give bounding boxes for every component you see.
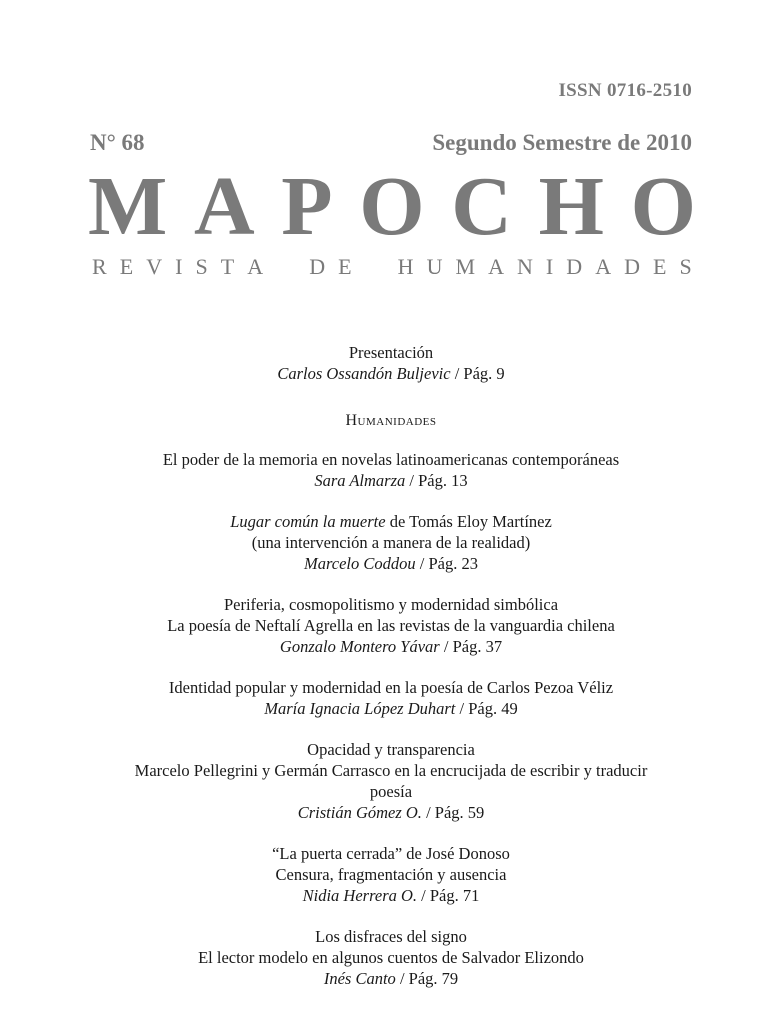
subtitle-letter: A [488,254,504,279]
toc-entry-page: / Pág. 13 [405,471,468,490]
toc-entry-author: Marcelo Coddou [303,554,416,573]
toc-entry-author: Nidia Herrera O. [302,886,418,905]
toc-entry-byline [0,636,768,657]
toc-entry-title: Opacidad y transparencia [307,740,475,759]
section-heading [0,410,768,431]
subtitle-letter: E [653,254,667,279]
toc-entry-author: María Ignacia López Duhart [264,699,456,718]
toc-entry-author: Sara Almarza [314,471,406,490]
toc-entry-author: Cristián Gómez O. [297,803,422,822]
subtitle-letter: S [195,254,208,279]
masthead-subtitle [92,256,692,278]
toc-entry-title: (una intervención a manera de la realidad) [251,533,531,552]
toc-entry-title: “La puerta cerrada” de José Donoso [272,844,510,863]
toc-entry-title: El lector modelo en algunos cuentos de Salvador Elizondo [198,948,584,967]
toc-entry [0,594,768,657]
subtitle-letter: V [146,254,163,279]
toc-entry-author: Gonzalo Montero Yávar [279,637,440,656]
subtitle-letter: U [426,254,443,279]
subtitle-letter: N [517,254,533,279]
toc-entry-byline [0,470,768,491]
toc-entry [0,739,768,823]
subtitle-letter: A [595,254,612,279]
toc-entry-byline [0,698,768,719]
toc-entry-title-rest: de Tomás Eloy Martínez [385,512,552,531]
subtitle-letter: I [175,254,183,279]
masthead-letter: O [630,160,696,253]
toc-entry-title: poesía [369,782,413,801]
subtitle-letter: D [624,254,641,279]
masthead-title [88,160,696,253]
toc-entry-page: / Pág. 37 [439,637,503,656]
table-of-contents [0,342,768,1009]
masthead-letter: A [193,160,255,253]
issn-label: ISSN 0716-2510 [558,80,692,101]
toc-entry [0,449,768,491]
issue-period: Segundo Semestre de 2010 [432,130,692,155]
toc-entry-title: La poesía de Neftalí Agrella en las revistas de la vanguardia chilena [167,616,615,635]
toc-entry-presentation [0,342,768,384]
subtitle-letter: D [309,254,326,279]
section-heading-text: Humanidades [345,412,437,429]
toc-entry [0,843,768,906]
toc-entry-page: / Pág. 23 [415,554,478,573]
issue-info [90,130,692,156]
toc-entry-page: / Pág. 59 [421,803,485,822]
subtitle-letter: H [397,254,414,279]
subtitle-letter: S [679,254,692,279]
toc-entry-title: Los disfraces del signo [315,927,467,946]
toc-entry-page: / Pág. 9 [450,364,505,383]
toc-entry [0,926,768,989]
toc-entry-title: El poder de la memoria en novelas latinoamericanas contemporáneas [162,450,620,469]
toc-entry-byline [0,363,768,384]
subtitle-letter: E [119,254,134,279]
subtitle-letter: E [338,254,352,279]
toc-entry-author: Carlos Ossandón Buljevic [277,364,451,383]
toc-entry [0,511,768,574]
toc-entry-byline [0,885,768,906]
subtitle-letter: M [455,254,476,279]
toc-entry-title: Presentación [348,343,434,362]
subtitle-letter: R [92,254,107,279]
toc-entry-title: Marcelo Pellegrini y Germán Carrasco en la encrucijada de escribir y traducir [134,761,648,780]
toc-entry-author: Inés Canto [323,969,396,988]
subtitle-letter: A [247,254,264,279]
toc-entry-byline [0,553,768,574]
toc-entry-title [0,511,768,532]
masthead-letter: C [451,160,512,253]
toc-entry-title: Identidad popular y modernidad en la poesía de Carlos Pezoa Véliz [168,678,614,697]
subtitle-letter: D [566,254,583,279]
subtitle-letter: T [220,254,235,279]
toc-entry-title-italic: Lugar común la muerte [230,512,386,531]
toc-entry [0,677,768,719]
issue-number: N° 68 [90,130,145,155]
masthead-letter: M [88,160,168,253]
toc-entry-title: Periferia, cosmopolitismo y modernidad simbólica [223,595,559,614]
toc-entry-byline [0,968,768,989]
toc-entry-byline [0,802,768,823]
toc-entry-page: / Pág. 71 [417,886,480,905]
subtitle-letter: I [545,254,554,279]
masthead-letter: H [538,160,604,253]
toc-entry-title: Censura, fragmentación y ausencia [275,865,507,884]
masthead-letter: O [359,160,425,253]
masthead-letter: P [281,160,333,253]
toc-entry-page: / Pág. 79 [395,969,459,988]
toc-entry-page: / Pág. 49 [455,699,518,718]
